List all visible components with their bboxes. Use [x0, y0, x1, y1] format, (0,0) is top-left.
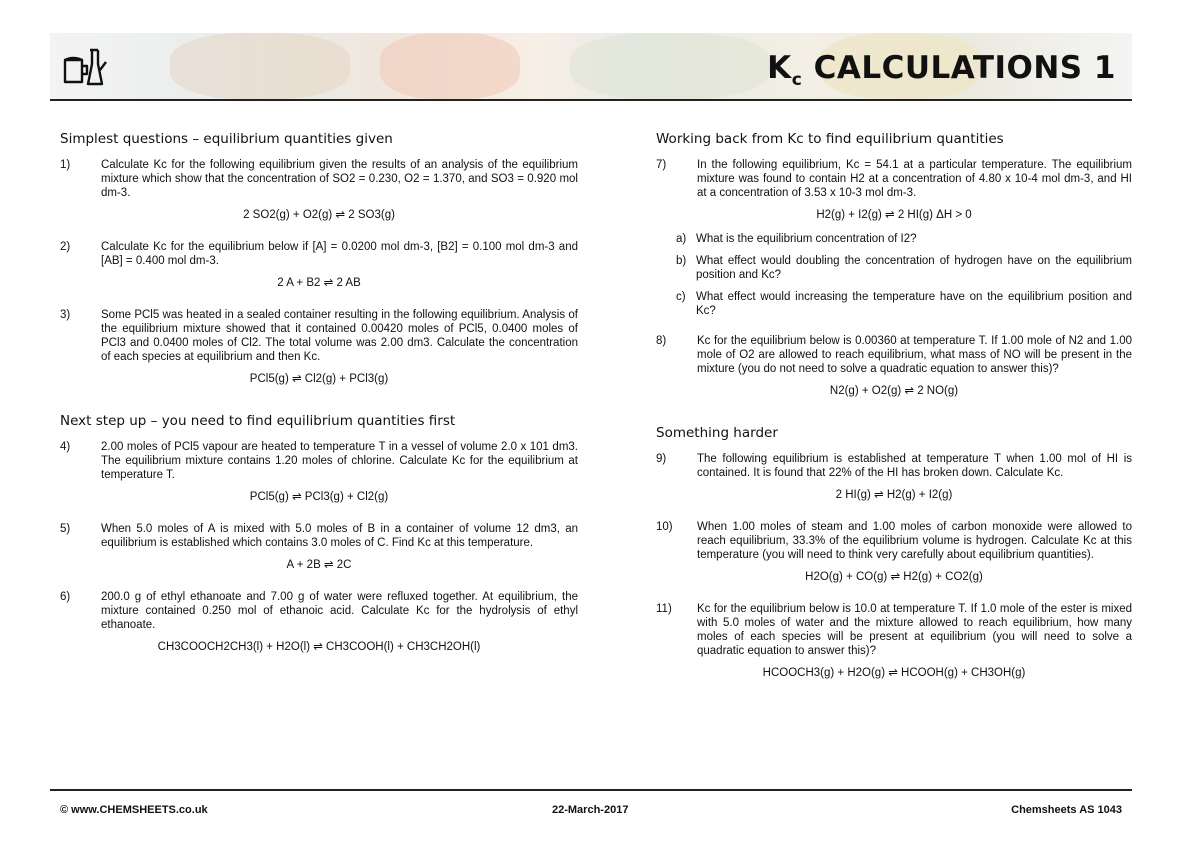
footer-date: 22-March-2017: [552, 804, 629, 816]
page-title: $K_c$ CALCULATIONS 1: [767, 50, 1116, 91]
question-text: The following equilibrium is established at temperature T when 1.00 mol of HI is contained. It is found that 22% of the HI has broken down. Calculate Kc.: [697, 453, 1132, 479]
equation: HCOOCH3(g) + H2O(g) ⇌ HCOOH(g) + CH3OH(g): [762, 667, 1026, 679]
question-number: 9): [656, 453, 667, 465]
question-number: 10): [656, 521, 673, 533]
question-2: [60, 240, 578, 268]
equation: CH3COOCH2CH3(l) + H2O(l) ⇌ CH3COOH(l) + CH3CH2OH(l): [157, 641, 481, 653]
question-number: 11): [656, 603, 672, 615]
question-number: 1): [60, 159, 71, 171]
equation: A + 2B ⇌ 2C: [286, 559, 352, 571]
footer-code: Chemsheets AS 1043: [1011, 804, 1122, 816]
left-column: [60, 132, 578, 672]
equation: PCl5(g) ⇌ Cl2(g) + PCl3(g): [249, 373, 389, 385]
question-number: 5): [60, 523, 71, 535]
question-1: [60, 158, 578, 200]
sub-question-a: a) What is the equilibrium concentration of I2?: [676, 233, 917, 245]
question-number: 2): [60, 241, 71, 253]
footer-website: © www.CHEMSHEETS.co.uk: [60, 804, 208, 816]
equation: H2(g) + I2(g) ⇌ 2 HI(g) ΔH > 0: [816, 209, 972, 221]
question-3: [60, 308, 578, 364]
question-9: [656, 452, 1132, 480]
right-column: [656, 132, 1132, 698]
question-number: 8): [656, 335, 667, 347]
header-rule: [50, 99, 1132, 101]
question-8: [656, 334, 1132, 376]
question-text: Kc for the equilibrium below is 10.0 at temperature T. If 1.0 mole of the ester is mixed with 5.0 moles of water and the mixture allowed to reach equilibrium, how many moles of each species will be present at equilibrium (you will need to solve a quadratic equation to answer this)?: [697, 603, 1132, 657]
equation: 2 SO2(g) + O2(g) ⇌ 2 SO3(g): [243, 209, 395, 221]
question-text: 2.00 moles of PCl5 vapour are heated to temperature T in a vessel of volume 2.0 x 101 dm3. The equilibrium mixture contains 1.20 moles of chlorine. Calculate Kc for the equilibrium at temperature T.: [101, 441, 578, 481]
question-number: 6): [60, 591, 71, 603]
question-11: [656, 602, 1132, 658]
question-text: When 5.0 moles of A is mixed with 5.0 moles of B in a container of volume 12 dm3, an equilibrium is established which contains 3.0 moles of C. Find Kc at this temperature.: [101, 523, 578, 549]
question-4: [60, 440, 578, 482]
question-text: Some PCl5 was heated in a sealed container resulting in the following equilibrium. Analysis of the equilibrium mixture showed that it contained 0.00420 moles of PCl5, 0.0400 moles of PCl3 and 0.0400 moles of Cl2. The total volume was 2.00 dm3. Calculate the concentration of each species at equilibrium and then Kc.: [101, 309, 578, 363]
question-7: [656, 158, 1132, 200]
equation: 2 A + B2 ⇌ 2 AB: [277, 277, 361, 289]
question-text: Calculate Kc for the equilibrium below if [A] = 0.0200 mol dm-3, [B2] = 0.100 mol dm-3 and [AB] = 0.400 mol dm-3.: [101, 241, 578, 267]
section-title: Next step up – you need to find equilibrium quantities first: [60, 413, 456, 429]
question-text: Kc for the equilibrium below is 0.00360 at temperature T. If 1.00 mole of N2 and 1.00 mole of O2 are allowed to reach equilibrium, what mass of NO will be present in the mixture (you do not need to solve a quadratic equation to answer this)?: [697, 335, 1132, 375]
sub-question-c: c) What effect would increasing the temperature have on the equilibrium position and Kc?: [676, 291, 1132, 317]
footer-rule: [50, 789, 1132, 791]
lab-glassware-icon: [60, 42, 110, 92]
section-title: Simplest questions – equilibrium quantities given: [60, 131, 393, 147]
section-title: Working back from Kc to find equilibrium quantities: [656, 131, 1004, 147]
question-text: In the following equilibrium, Kc = 54.1 at a particular temperature. The equilibrium mixture was found to contain H2 at a concentration of 4.80 x 10-4 mol dm-3, and HI at a concentration of 3.53 x 10-3 mol dm-3.: [697, 159, 1132, 199]
question-number: 4): [60, 441, 71, 453]
question-number: 3): [60, 309, 71, 321]
section-title: Something harder: [656, 425, 778, 441]
equation: PCl5(g) ⇌ PCl3(g) + Cl2(g): [249, 491, 389, 503]
question-text: Calculate Kc for the following equilibrium given the results of an analysis of the equilibrium mixture which show that the concentration of SO2 = 0.230, O2 = 1.370, and SO3 = 0.920 mol dm-3.: [101, 159, 578, 199]
question-text: When 1.00 moles of steam and 1.00 moles of carbon monoxide were allowed to reach equilibrium, 33.3% of the equilibrium volume is hydrogen. Calculate Kc at this temperature (you will need to think very carefully about equilibrium quantities).: [697, 521, 1132, 561]
question-6: [60, 590, 578, 632]
question-5: [60, 522, 578, 550]
equation: N2(g) + O2(g) ⇌ 2 NO(g): [829, 385, 959, 397]
equation: 2 HI(g) ⇌ H2(g) + I2(g): [835, 489, 953, 501]
question-text: 200.0 g of ethyl ethanoate and 7.00 g of water were refluxed together. At equilibrium, the mixture contained 0.250 mol of ethanoic acid. Calculate Kc for the hydrolysis of ethyl ethanoate.: [101, 591, 578, 631]
question-10: [656, 520, 1132, 562]
question-number: 7): [656, 159, 667, 171]
equation: H2O(g) + CO(g) ⇌ H2(g) + CO2(g): [805, 571, 983, 583]
sub-question-b: b) What effect would doubling the concentration of hydrogen have on the equilibrium position and Kc?: [676, 255, 1132, 281]
